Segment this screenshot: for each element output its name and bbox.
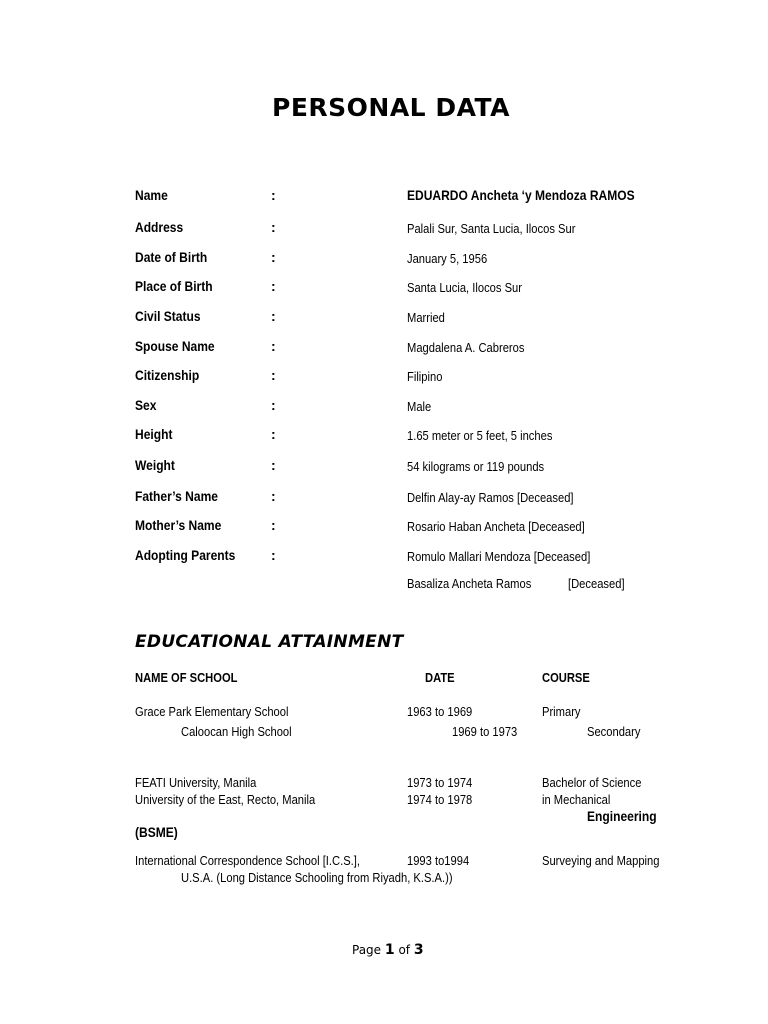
school-course: in Mechanical: [542, 792, 611, 807]
school-course: Surveying and Mapping: [542, 853, 660, 868]
field-label: Citizenship: [135, 367, 200, 383]
total-page-count: 3: [413, 942, 424, 958]
field-label: Mother’s Name: [135, 517, 222, 533]
degree-abbreviation: (BSME): [135, 824, 178, 840]
field-colon: :: [271, 488, 276, 504]
field-label: Weight: [135, 457, 175, 473]
school-name: FEATI University, Manila: [135, 775, 257, 790]
field-value: Palali Sur, Santa Lucia, Ilocos Sur: [407, 221, 576, 236]
school-name: Grace Park Elementary School: [135, 704, 289, 719]
field-colon: :: [271, 517, 276, 533]
page-word: Page: [352, 943, 382, 957]
field-value: Delfin Alay-ay Ramos [Deceased]: [407, 490, 574, 505]
field-label: Spouse Name: [135, 338, 215, 354]
field-colon: :: [271, 219, 276, 235]
of-word: of: [398, 943, 411, 957]
field-colon: :: [271, 338, 276, 354]
course-column-header: COURSE: [542, 670, 590, 685]
school-name: International Correspondence School [I.C.S.],: [135, 853, 360, 868]
field-colon: :: [271, 249, 276, 265]
school-note: U.S.A. (Long Distance Schooling from Riyadh, K.S.A.)): [181, 870, 453, 885]
school-course: Primary: [542, 704, 581, 719]
school-date: 1973 to 1974: [407, 775, 473, 790]
field-colon: :: [271, 187, 276, 203]
page-footer: [352, 942, 424, 958]
field-label: Height: [135, 426, 173, 442]
school-date: 1969 to 1973: [452, 724, 518, 739]
school-column-header: NAME OF SCHOOL: [135, 670, 238, 685]
field-label: Sex: [135, 397, 157, 413]
field-value: EDUARDO Ancheta ‘y Mendoza RAMOS: [407, 187, 635, 203]
education-heading: EDUCATIONAL ATTAINMENT: [135, 632, 404, 652]
field-label: Adopting Parents: [135, 547, 236, 563]
school-name: Caloocan High School: [181, 724, 292, 739]
field-label: Place of Birth: [135, 278, 213, 294]
field-value: Santa Lucia, Ilocos Sur: [407, 280, 522, 295]
field-colon: :: [271, 426, 276, 442]
field-label: Civil Status: [135, 308, 201, 324]
field-colon: :: [271, 397, 276, 413]
field-label: Address: [135, 219, 184, 235]
school-course: Engineering: [587, 808, 657, 824]
field-value: Rosario Haban Ancheta [Deceased]: [407, 519, 585, 534]
field-label: Father’s Name: [135, 488, 218, 504]
field-value: Male: [407, 399, 432, 414]
school-course: Secondary: [587, 724, 641, 739]
school-date: 1963 to 1969: [407, 704, 473, 719]
field-value: Magdalena A. Cabreros: [407, 340, 525, 355]
field-colon: :: [271, 547, 276, 563]
school-date: 1974 to 1978: [407, 792, 473, 807]
school-course: Bachelor of Science: [542, 775, 642, 790]
adopting-parent-2-status: [Deceased]: [568, 576, 625, 591]
field-value: Romulo Mallari Mendoza [Deceased]: [407, 549, 591, 564]
date-column-header: DATE: [425, 670, 455, 685]
school-date: 1993 to1994: [407, 853, 470, 868]
field-label: Name: [135, 187, 168, 203]
field-value: 1.65 meter or 5 feet, 5 inches: [407, 428, 553, 443]
current-page-number: 1: [384, 942, 395, 958]
field-value: Filipino: [407, 369, 443, 384]
field-value: January 5, 1956: [407, 251, 488, 266]
school-name: University of the East, Recto, Manila: [135, 792, 316, 807]
field-label: Date of Birth: [135, 249, 208, 265]
field-colon: :: [271, 278, 276, 294]
field-colon: :: [271, 367, 276, 383]
field-colon: :: [271, 308, 276, 324]
field-colon: :: [271, 457, 276, 473]
field-value: Married: [407, 310, 445, 325]
field-value: 54 kilograms or 119 pounds: [407, 459, 545, 474]
adopting-parent-2-name: Basaliza Ancheta Ramos: [407, 576, 532, 591]
page-title: PERSONAL DATA: [272, 93, 510, 122]
